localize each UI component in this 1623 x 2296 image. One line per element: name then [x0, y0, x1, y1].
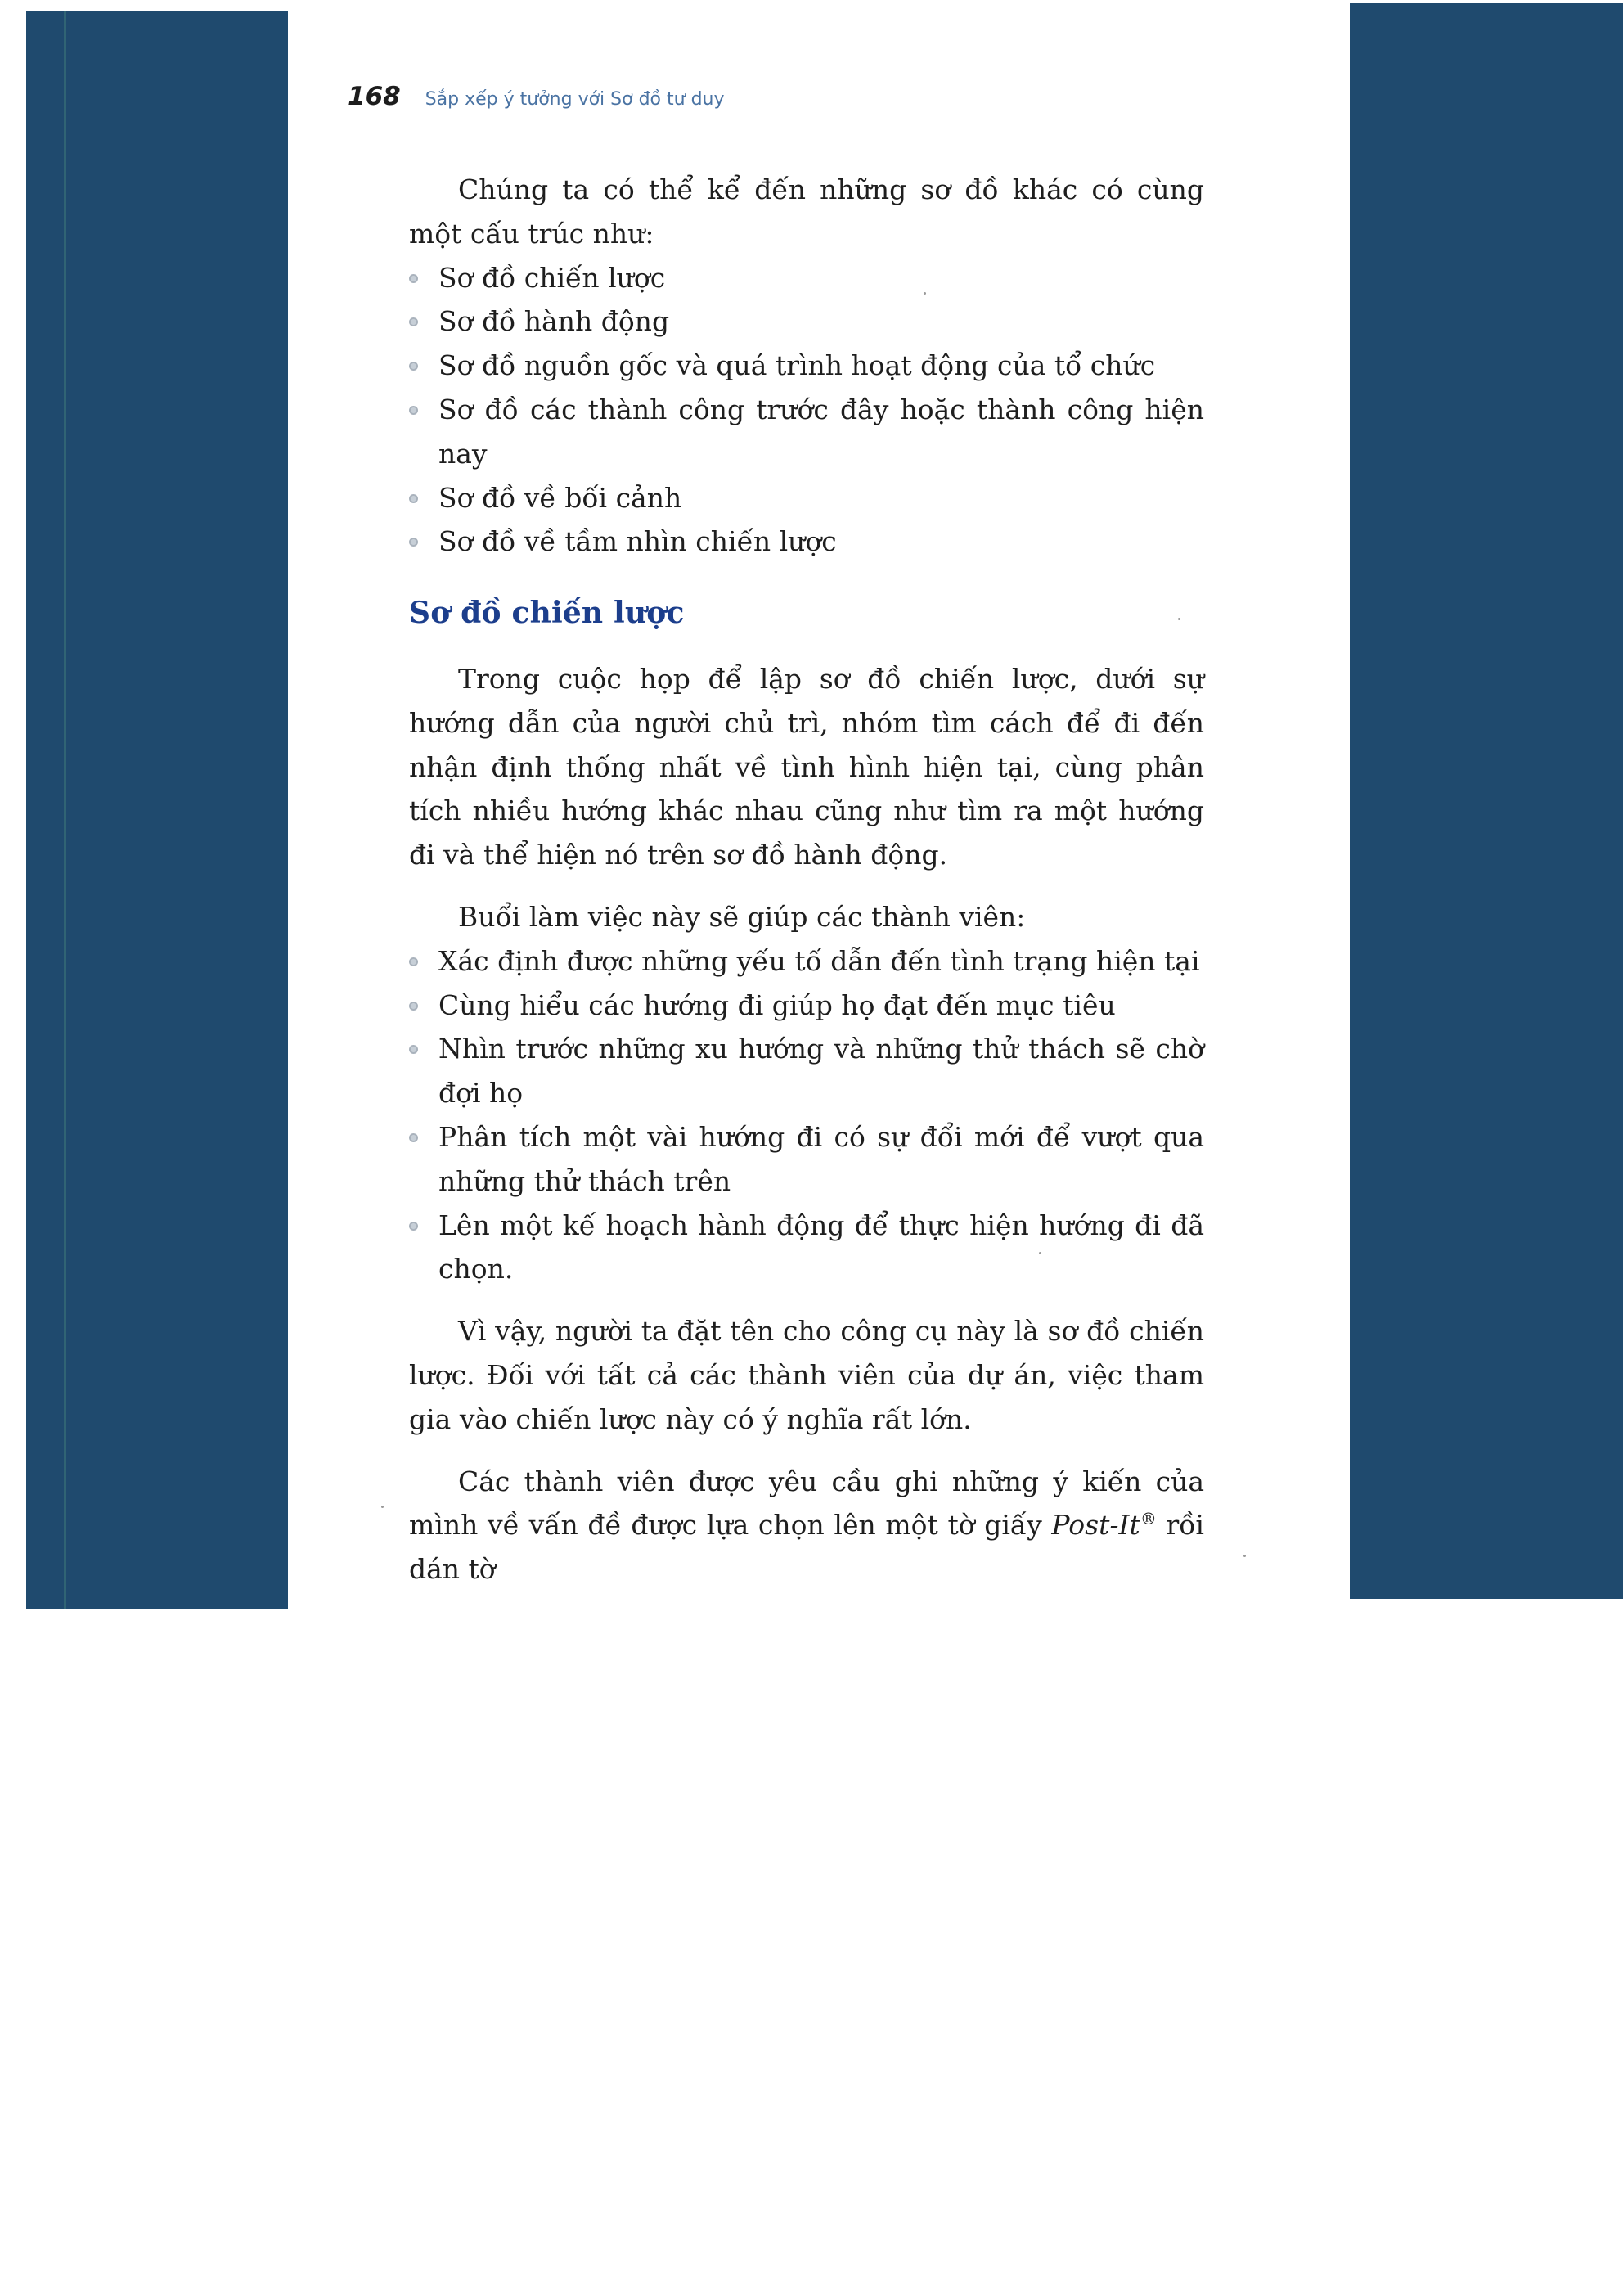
bullet-icon	[409, 494, 418, 503]
bullet-icon	[409, 538, 418, 547]
running-title: Sắp xếp ý tưởng với Sơ đồ tư duy	[425, 89, 725, 110]
bullet-icon	[409, 1133, 418, 1142]
list-item: Sơ đồ các thành công trước đây hoặc thành công hiện nay	[409, 388, 1204, 476]
list-item: Xác định được những yếu tố dẫn đến tình trạng hiện tại	[409, 939, 1204, 984]
list-item: Sơ đồ chiến lược	[409, 256, 1204, 300]
section-heading: Sơ đồ chiến lược	[409, 596, 685, 631]
list-item: Sơ đồ về tầm nhìn chiến lược	[409, 520, 1204, 564]
list-item: Sơ đồ nguồn gốc và quá trình hoạt động của tổ chức	[409, 344, 1204, 388]
page-body	[409, 168, 1204, 1591]
intro-block	[409, 168, 1204, 1591]
list-item: Lên một kế hoạch hành động để thực hiện hướng đi đã chọn.	[409, 1204, 1204, 1292]
running-head	[348, 82, 725, 115]
section-paragraph-1: Trong cuộc họp để lập sơ đồ chiến lược, dưới sự hướng dẫn của người chủ trì, nhóm tìm cách để đi đến nhận định thống nhất về tình hình hiện tại, cùng phân tích nhiều hướng khác nhau cũng như tìm ra một hướng đi và thể hiện nó trên sơ đồ hành động.	[409, 662, 1204, 871]
bullet-icon	[409, 1222, 418, 1231]
scan-speck	[1243, 1555, 1246, 1557]
list-item: Cùng hiểu các hướng đi giúp họ đạt đến mục tiêu	[409, 984, 1204, 1028]
list-item: Nhìn trước những xu hướng và những thử thách sẽ chờ đợi họ	[409, 1027, 1204, 1115]
bullet-icon	[409, 957, 418, 966]
section-paragraph-2: Buổi làm việc này sẽ giúp các thành viên:	[458, 900, 1026, 933]
post-it-term: Post-It	[1051, 1509, 1140, 1542]
right-dark-margin	[1350, 3, 1623, 1599]
bullet-icon	[409, 362, 418, 371]
section-paragraph-3: Vì vậy, người ta đặt tên cho công cụ này là sơ đồ chiến lược. Đối với tất cả các thành viên của dự án, việc tham gia vào chiến lược này có ý nghĩa rất lớn.	[409, 1315, 1204, 1435]
list-item: Phân tích một vài hướng đi có sự đổi mới để vượt qua những thử thách trên	[409, 1115, 1204, 1204]
list-item: Sơ đồ về bối cảnh	[409, 476, 1204, 520]
registered-mark: ®	[1140, 1509, 1157, 1529]
intro-paragraph: Chúng ta có thể kể đến những sơ đồ khác có cùng một cấu trúc như:	[409, 173, 1204, 250]
bullet-icon	[409, 1002, 418, 1011]
bullet-icon	[409, 406, 418, 415]
bullet-icon	[409, 274, 418, 283]
section-paragraph-4: Các thành viên được yêu cầu ghi những ý kiến của mình về vấn đề được lựa chọn lên một tờ giấy Post-It® rồi dán tờ	[409, 1465, 1204, 1586]
page-number: 168	[348, 82, 401, 111]
list-item: Sơ đồ hành động	[409, 299, 1204, 344]
left-dark-margin	[26, 11, 288, 1609]
bullet-icon	[409, 1045, 418, 1054]
scan-speck	[924, 292, 926, 295]
bullet-icon	[409, 317, 418, 326]
scan-speck	[381, 1506, 384, 1508]
intro-list	[409, 256, 1204, 565]
scan-speck	[1178, 618, 1180, 620]
section-list	[409, 939, 1204, 1291]
scan-speck	[1039, 1252, 1041, 1254]
